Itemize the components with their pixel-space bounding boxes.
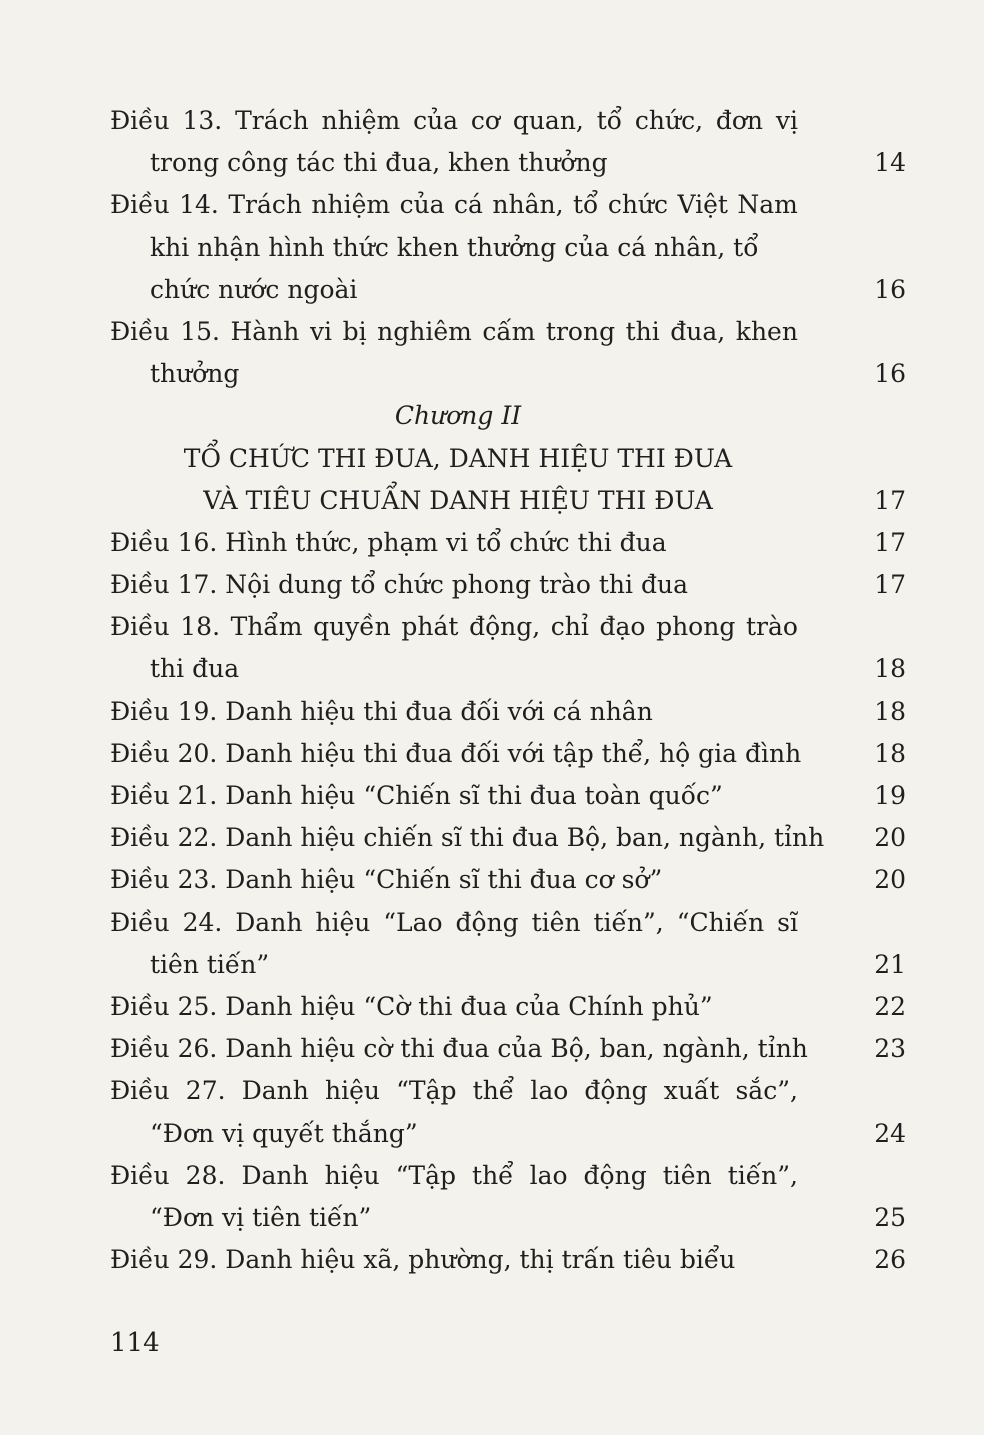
toc-page-number: 24: [874, 1118, 906, 1148]
toc-page-number: 20: [874, 865, 906, 895]
toc-page-number: 23: [874, 1034, 906, 1064]
toc-entry-text: Điều 27. Danh hiệu “Tập thể lao động xuất sắc”,: [110, 1076, 798, 1106]
toc-entry: [110, 902, 906, 944]
toc-entry: [110, 691, 906, 733]
toc-entry-text: Điều 19. Danh hiệu thi đua đối với cá nhân: [110, 696, 653, 726]
toc-entry: [110, 269, 906, 311]
toc-entry-text: Điều 16. Hình thức, phạm vi tổ chức thi đua: [110, 527, 667, 557]
toc-entry: [110, 1070, 906, 1112]
toc-page-number: 18: [874, 738, 906, 768]
toc-entry-text: thưởng: [150, 359, 240, 389]
toc-entry-text: Điều 26. Danh hiệu cờ thi đua của Bộ, ban, ngành, tỉnh: [110, 1034, 808, 1064]
toc-page-number: 25: [874, 1202, 906, 1232]
chapter-label: [110, 395, 906, 437]
chapter-title-text: VÀ TIÊU CHUẨN DANH HIỆU THI ĐUA: [203, 485, 713, 515]
toc-entry-text: Điều 14. Trách nhiệm của cá nhân, tổ chức Việt Nam: [110, 190, 798, 220]
toc-entry-text: khi nhận hình thức khen thưởng của cá nhân, tổ: [150, 232, 759, 262]
toc-entry: [110, 944, 906, 986]
toc-entry: [110, 606, 906, 648]
toc-entry-text: Điều 20. Danh hiệu thi đua đối với tập thể, hộ gia đình: [110, 738, 802, 768]
toc-page-number: 20: [874, 823, 906, 853]
toc-entry-text: Điều 24. Danh hiệu “Lao động tiên tiến”, “Chiến sĩ: [110, 907, 798, 937]
toc-entry-text: chức nước ngoài: [150, 274, 358, 304]
toc-entry: [110, 1239, 906, 1281]
chapter-label-text: Chương II: [394, 401, 522, 431]
toc-page-number: 19: [874, 781, 906, 810]
toc-entry-text: tiên tiến”: [150, 949, 270, 979]
toc-entry: [110, 522, 906, 564]
toc-entry-text: “Đơn vị tiên tiến”: [150, 1202, 372, 1232]
toc-entry-text: Điều 17. Nội dung tổ chức phong trào thi đua: [110, 570, 688, 600]
toc-entry-text: Điều 29. Danh hiệu xã, phường, thị trấn tiêu biểu: [110, 1245, 736, 1275]
toc-entry-text: Điều 13. Trách nhiệm của cơ quan, tổ chức, đơn vị: [110, 106, 798, 135]
toc-entry-text: Điều 15. Hành vi bị nghiêm cấm trong thi đua, khen: [110, 316, 798, 346]
toc-page-number: 16: [874, 359, 906, 389]
toc-entry-text: Điều 18. Thẩm quyền phát động, chỉ đạo phong trào: [110, 612, 798, 642]
toc-entry: [110, 1155, 906, 1197]
toc-page-number: 16: [874, 274, 906, 304]
toc-page-number: 26: [874, 1245, 906, 1275]
chapter-title-text: TỔ CHỨC THI ĐUA, DANH HIỆU THI ĐUA: [183, 443, 733, 473]
toc-entry-text: Điều 22. Danh hiệu chiến sĩ thi đua Bộ, ban, ngành, tỉnh: [110, 823, 825, 853]
toc-entry: [110, 986, 906, 1028]
toc-page-number: 17: [874, 485, 906, 515]
toc-entry: [110, 817, 906, 859]
toc-page-number: 18: [874, 696, 906, 726]
toc-entry: [110, 100, 906, 142]
toc-entry-text: trong công tác thi đua, khen thưởng: [150, 148, 608, 178]
toc-entry-text: Điều 23. Danh hiệu “Chiến sĩ thi đua cơ sở”: [110, 865, 663, 895]
toc-page-number: 18: [874, 654, 906, 684]
chapter-title: [110, 438, 906, 480]
toc-page-number: 14: [874, 148, 906, 178]
toc-entry: [110, 1028, 906, 1070]
toc-entry: [110, 733, 906, 775]
toc-entry: [110, 1197, 906, 1239]
toc-entry: [110, 311, 906, 353]
toc-page-number: 17: [874, 570, 906, 600]
page-number: 114: [110, 1328, 160, 1358]
table-of-contents: [110, 100, 906, 1281]
toc-entry: [110, 859, 906, 901]
toc-entry: [110, 353, 906, 395]
toc-entry: [110, 227, 906, 269]
toc-entry-text: “Đơn vị quyết thắng”: [150, 1118, 418, 1148]
toc-entry-text: Điều 25. Danh hiệu “Cờ thi đua của Chính phủ”: [110, 991, 713, 1021]
toc-entry-text: Điều 28. Danh hiệu “Tập thể lao động tiên tiến”,: [110, 1160, 798, 1190]
toc-entry-text: Điều 21. Danh hiệu “Chiến sĩ thi đua toàn quốc”: [110, 781, 723, 810]
toc-entry: [110, 564, 906, 606]
toc-page-number: 21: [874, 949, 906, 979]
chapter-title: [110, 480, 906, 522]
toc-entry: [110, 1113, 906, 1155]
toc-entry: [110, 775, 906, 817]
toc-page-number: 17: [874, 527, 906, 557]
toc-entry: [110, 648, 906, 690]
toc-entry: [110, 142, 906, 184]
toc-entry-text: thi đua: [150, 654, 240, 684]
toc-entry: [110, 184, 906, 226]
toc-page-number: 22: [874, 991, 906, 1021]
